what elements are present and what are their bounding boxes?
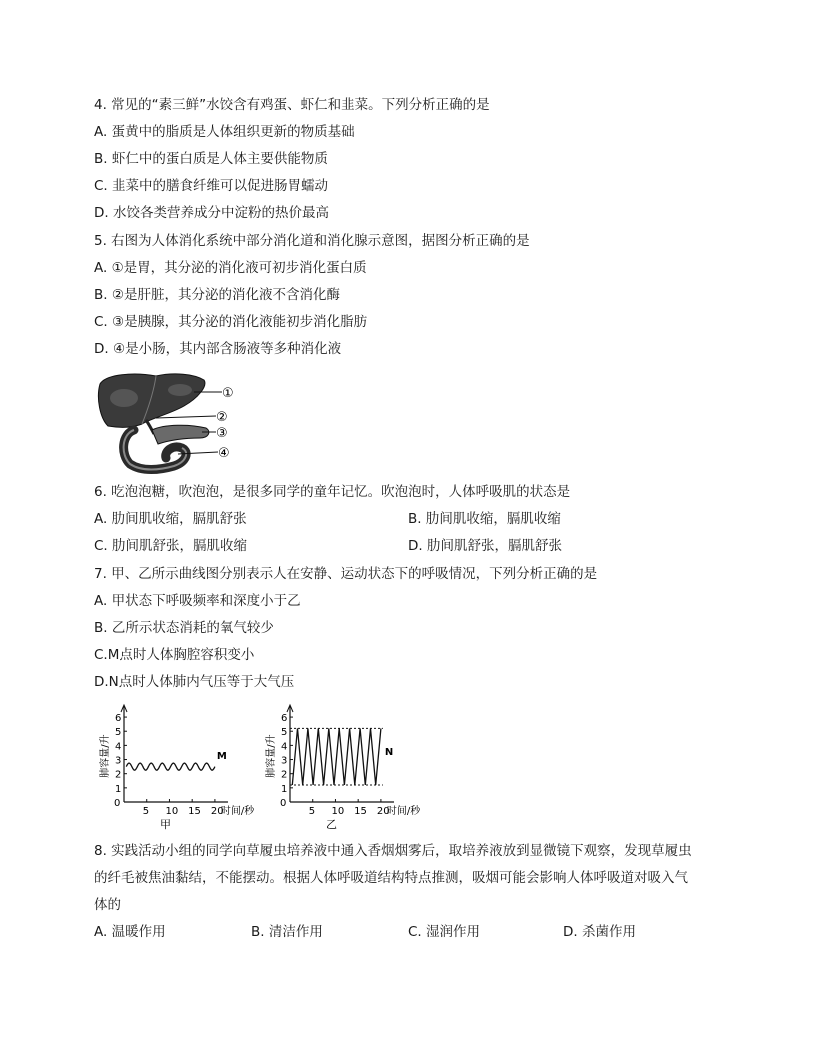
q5-option-a[interactable]: A. ①是胃，其分泌的消化液可初步消化蛋白质 [94, 260, 367, 276]
q6-option-c[interactable]: C. 肋间肌舒张，膈肌收缩 [94, 538, 248, 554]
q7-option-b[interactable]: B. 乙所示状态消耗的氧气较少 [94, 620, 274, 636]
y-tick-label: 4 [115, 741, 122, 753]
q7-option-d[interactable]: D.N点时人体肺内气压等于大气压 [94, 674, 295, 690]
chart-caption: 乙 [326, 818, 337, 831]
y-tick-label: 4 [281, 741, 288, 753]
series-line [126, 763, 215, 770]
origin-label: 0 [280, 798, 287, 809]
q5-option-c[interactable]: C. ③是胰腺，其分泌的消化液能初步消化脂肪 [94, 314, 368, 330]
x-tick-label: 5 [142, 806, 150, 817]
y-tick-label: 2 [281, 769, 288, 781]
x-axis-label: 时间/秒 [386, 806, 421, 817]
y-tick-label: 3 [115, 755, 122, 767]
q8-option-c[interactable]: C. 湿润作用 [408, 924, 481, 940]
q8-stem-line3: 体的 [94, 897, 121, 913]
label-3: ③ [216, 426, 228, 441]
x-tick-label: 10 [165, 806, 179, 817]
x-tick-label: 10 [331, 806, 345, 817]
q5-option-d[interactable]: D. ④是小肠，其内部含肠液等多种消化液 [94, 341, 342, 357]
y-tick-label: 6 [281, 713, 288, 725]
lung-volume-chart-jia [96, 702, 255, 831]
annotation-m: M [216, 751, 227, 763]
q8-option-a[interactable]: A. 温暖作用 [94, 924, 166, 940]
x-tick-label: 5 [308, 806, 316, 817]
q7-stem: 7. 甲、乙所示曲线图分别表示人在安静、运动状态下的呼吸情况，下列分析正确的是 [94, 566, 598, 582]
q4-option-b[interactable]: B. 虾仁中的蛋白质是人体主要供能物质 [94, 151, 328, 167]
q8-stem-line1: 8. 实践活动小组的同学向草履虫培养液中通入香烟烟雾后，取培养液放到显微镜下观察，发现草履虫 [94, 843, 692, 859]
y-tick-label: 5 [115, 727, 122, 739]
digestive-organ-diagram [94, 368, 244, 476]
q6-stem: 6. 吃泡泡糖，吹泡泡，是很多同学的童年记忆。吹泡泡时，人体呼吸肌的状态是 [94, 484, 571, 500]
y-tick-label: 6 [115, 713, 122, 725]
x-tick-label: 20 [376, 806, 390, 817]
y-tick-label: 3 [281, 755, 288, 767]
x-axis-label: 时间/秒 [220, 806, 255, 817]
q5-stem: 5. 右图为人体消化系统中部分消化道和消化腺示意图，据图分析正确的是 [94, 233, 530, 249]
q4-stem: 4. 常见的“素三鲜”水饺含有鸡蛋、虾仁和韭菜。下列分析正确的是 [94, 97, 490, 113]
x-tick-label: 15 [188, 806, 201, 817]
q8-option-b[interactable]: B. 清洁作用 [251, 924, 323, 940]
label-4: ④ [218, 446, 230, 461]
chart-caption: 甲 [160, 818, 171, 831]
y-tick-label: 5 [281, 727, 288, 739]
y-tick-label: 2 [115, 769, 122, 781]
annotation-n: N [384, 747, 394, 759]
series-line [292, 728, 381, 785]
q6-option-d[interactable]: D. 肋间肌舒张，膈肌舒张 [408, 538, 562, 554]
q8-option-d[interactable]: D. 杀菌作用 [563, 924, 636, 940]
q7-option-a[interactable]: A. 甲状态下呼吸频率和深度小于乙 [94, 593, 301, 609]
q4-option-d[interactable]: D. 水饺各类营养成分中淀粉的热价最高 [94, 205, 329, 221]
q6-option-b[interactable]: B. 肋间肌收缩，膈肌收缩 [408, 511, 561, 527]
y-tick-label: 1 [281, 783, 288, 795]
q4-option-a[interactable]: A. 蛋黄中的脂质是人体组织更新的物质基础 [94, 124, 355, 140]
x-tick-label: 15 [354, 806, 367, 817]
q5-option-b[interactable]: B. ②是肝脏，其分泌的消化液不含消化酶 [94, 287, 340, 303]
label-1: ① [222, 386, 234, 401]
lung-volume-chart-yi [262, 702, 422, 830]
q6-option-a[interactable]: A. 肋间肌收缩，膈肌舒张 [94, 511, 247, 527]
q8-stem-line2: 的纤毛被焦油黏结，不能摆动。根据人体呼吸道结构特点推测，吸烟可能会影响人体呼吸道对吸入气 [94, 870, 688, 886]
label-2: ② [216, 410, 228, 425]
y-tick-label: 1 [115, 783, 122, 795]
origin-label: 0 [114, 798, 121, 809]
y-axis-label: 肺容量/升 [266, 734, 277, 778]
q7-option-c[interactable]: C.M点时人体胸腔容积变小 [94, 647, 255, 663]
q4-option-c[interactable]: C. 韭菜中的膳食纤维可以促进肠胃蠕动 [94, 178, 329, 194]
pancreas-shape [152, 425, 209, 444]
x-tick-label: 20 [210, 806, 224, 817]
y-axis-label: 肺容量/升 [100, 734, 111, 778]
